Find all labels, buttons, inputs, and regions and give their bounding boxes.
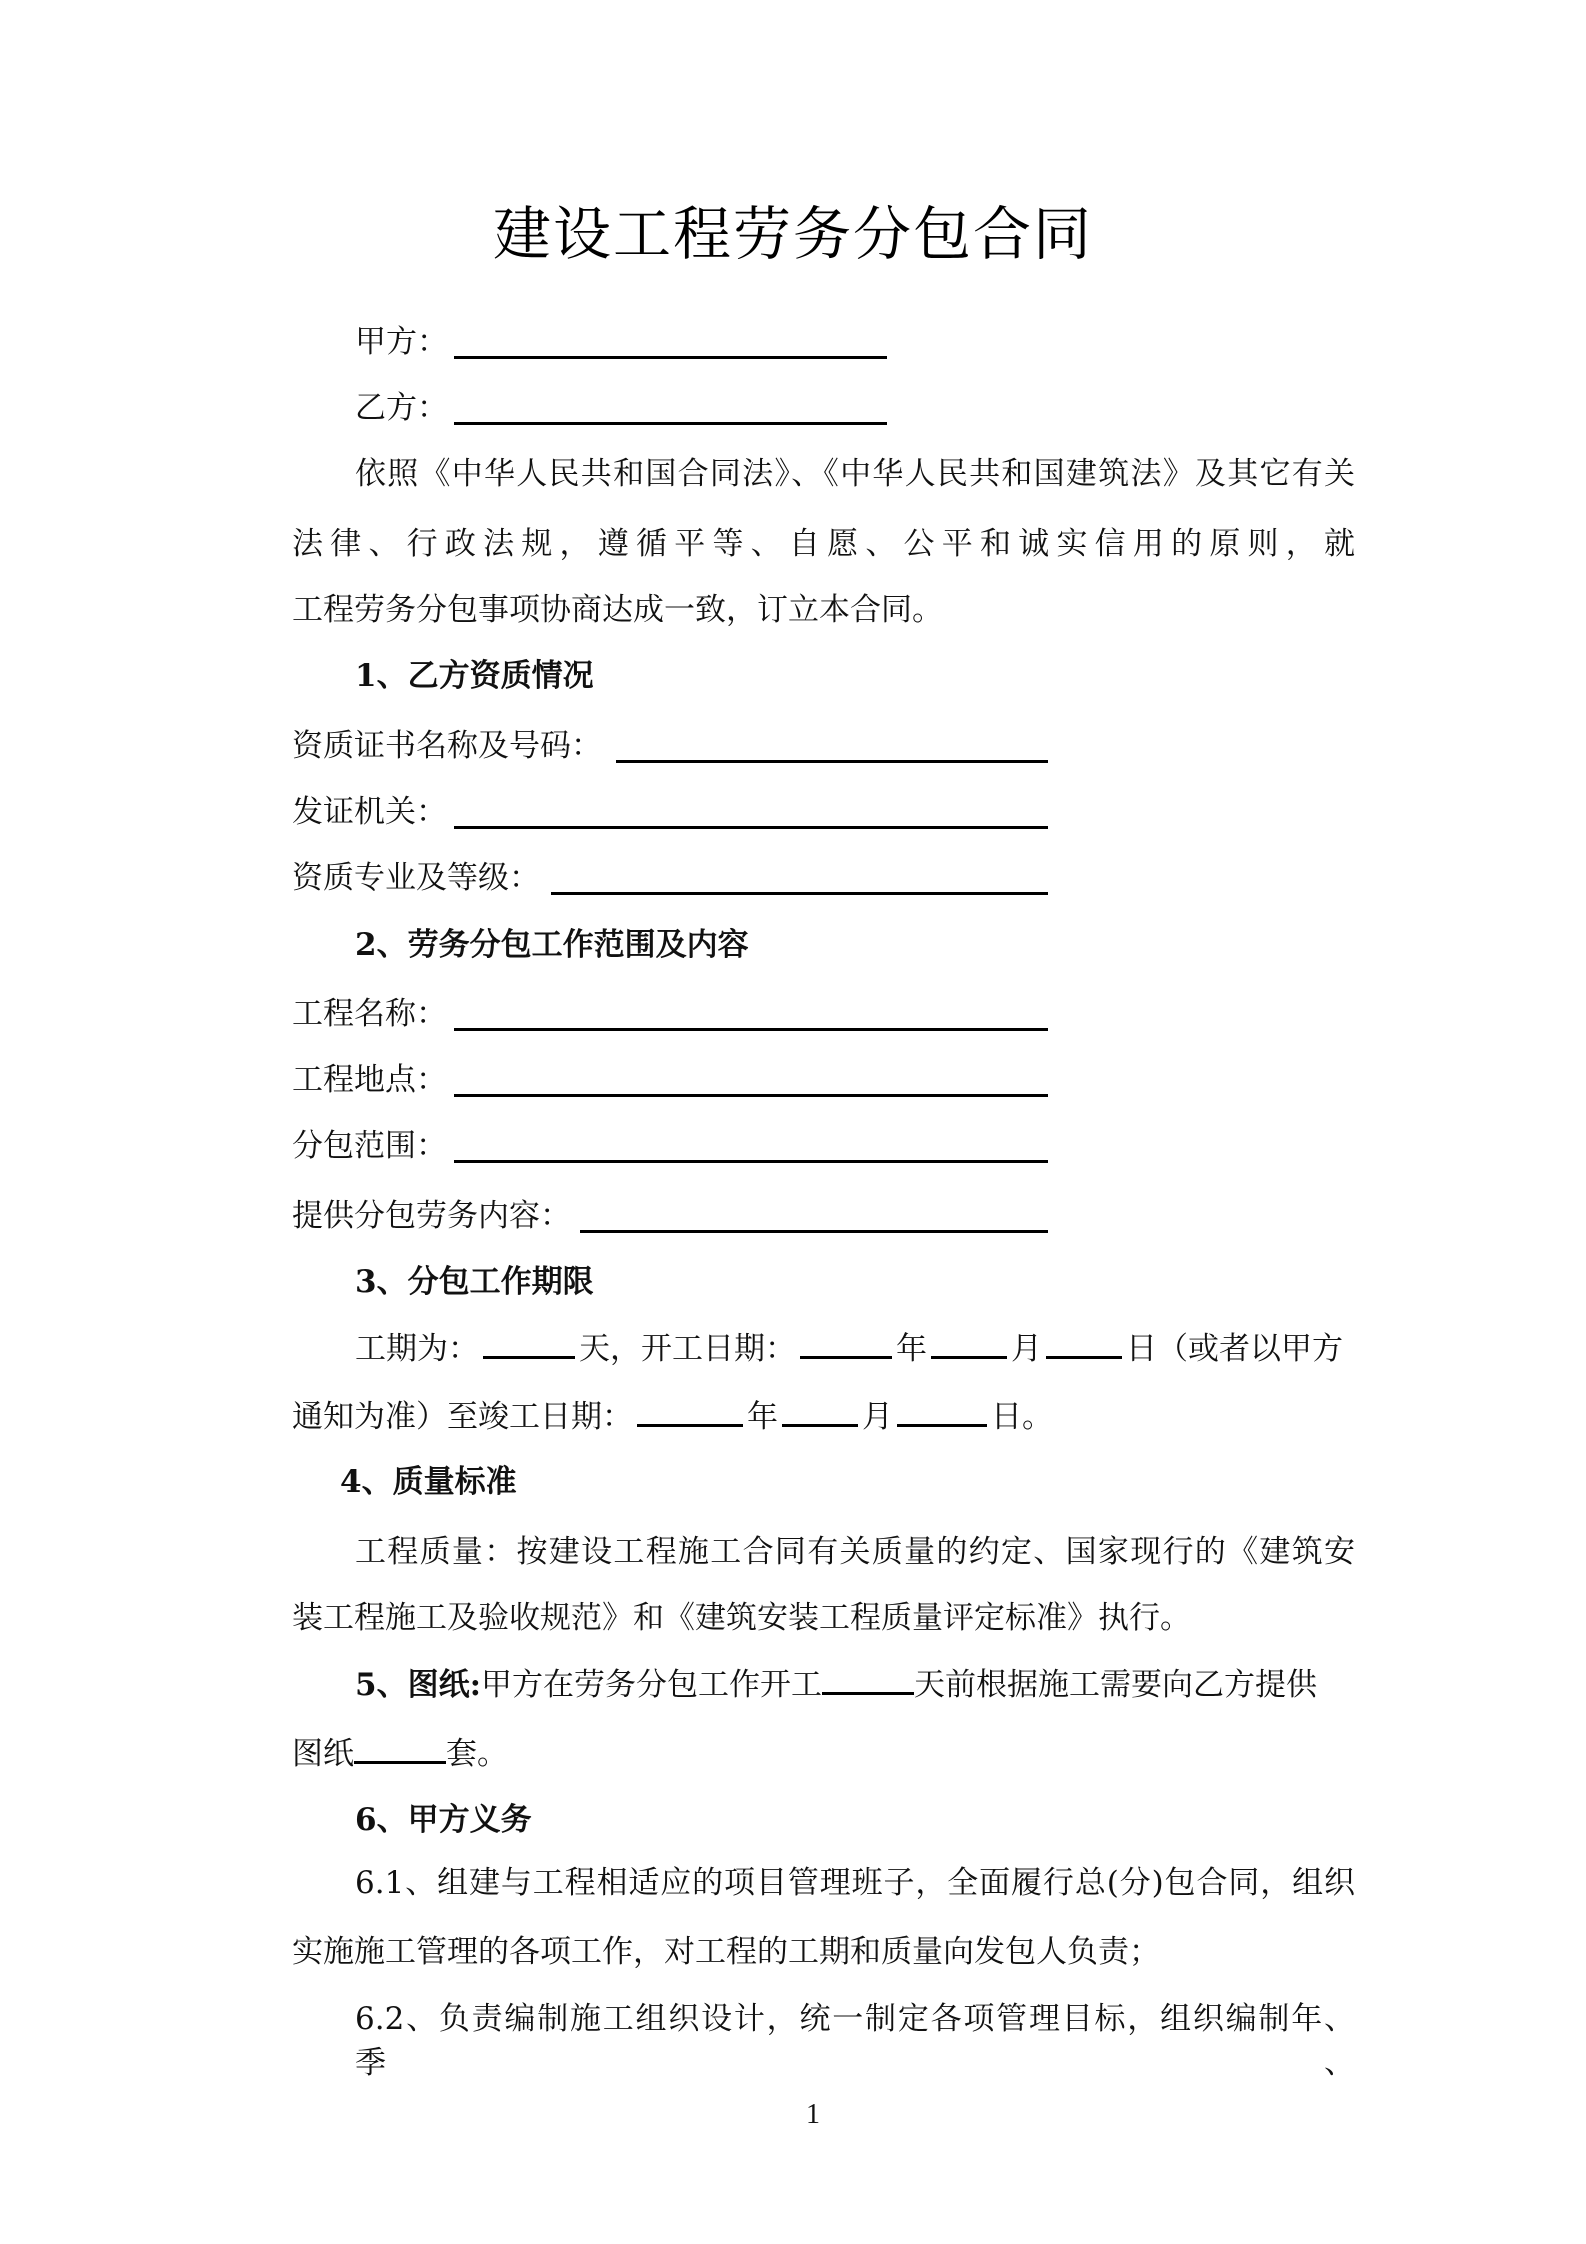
duration-label: 工期为： [355,1331,479,1367]
section-5-label: 5、图纸: [355,1667,482,1703]
section-2-heading: 2、劳务分包工作范围及内容 [355,927,749,963]
section-4-heading: 4、质量标准 [340,1464,517,1500]
project-location-label: 工程地点： [292,1062,447,1098]
qualification-level-label: 资质专业及等级： [292,860,540,896]
end-day-unit: 日。 [991,1399,1053,1435]
project-name-label: 工程名称： [292,996,447,1032]
page-number: 1 [806,2099,820,2130]
qualification-cert-label: 资质证书名称及号码： [292,728,602,764]
party-a-blank[interactable] [454,356,887,359]
start-month-blank[interactable] [931,1326,1007,1359]
preamble-line-3: 工程劳务分包事项协商达成一致，订立本合同。 [292,592,943,628]
quality-line-1: 工程质量：按建设工程施工合同有关质量的约定、国家现行的《建筑安 [355,1534,1355,1570]
project-name-blank[interactable] [454,1028,1048,1031]
start-date-label: 天，开工日期： [579,1331,796,1367]
labor-content-blank[interactable] [580,1230,1048,1233]
section-3-heading: 3、分包工作期限 [355,1264,594,1300]
subcontract-scope-blank[interactable] [454,1160,1048,1163]
start-year-unit: 年 [896,1331,927,1367]
qualification-level-blank[interactable] [551,892,1048,895]
section-1-heading: 1、乙方资质情况 [355,658,594,694]
drawings-text-b: 天前根据施工需要向乙方提供 [914,1667,1318,1703]
drawings-text-c: 图纸 [292,1736,354,1772]
quality-line-2: 装工程施工及验收规范》和《建筑安装工程质量评定标准》执行。 [292,1600,1191,1636]
subcontract-scope-label: 分包范围： [292,1128,447,1164]
start-year-blank[interactable] [800,1326,892,1359]
end-year-unit: 年 [747,1399,778,1435]
drawings-text-d: 套。 [446,1736,508,1772]
duration-days-blank[interactable] [483,1326,575,1359]
start-month-unit: 月 [1011,1331,1042,1367]
party-a-label: 甲方： [355,324,448,360]
duration-line-1 [292,1326,1355,1370]
drawings-sets-blank[interactable] [354,1731,446,1764]
drawings-text-a: 甲方在劳务分包工作开工 [481,1667,823,1703]
end-month-unit: 月 [862,1399,893,1435]
drawings-days-blank[interactable] [822,1662,914,1695]
end-day-blank[interactable] [897,1394,987,1427]
preamble-line-2: 法律、行政法规，遵循平等、自愿、公平和诚实信用的原则，就 [292,526,1355,562]
end-year-blank[interactable] [637,1394,743,1427]
project-location-blank[interactable] [454,1094,1048,1097]
drawings-line-1 [292,1662,1355,1706]
qualification-cert-blank[interactable] [616,760,1048,763]
preamble-line-1: 依照《中华人民共和国合同法》、《中华人民共和国建筑法》及其它有关 [355,456,1355,492]
section-6-heading: 6、甲方义务 [355,1802,532,1838]
start-day-unit: 日（或者以甲方 [1126,1331,1343,1367]
party-b-blank[interactable] [454,422,887,425]
completion-date-label: 通知为准）至竣工日期： [292,1399,633,1435]
obligation-6-1-line-2: 实施施工管理的各项工作，对工程的工期和质量向发包人负责； [292,1934,1160,1970]
issuing-authority-label: 发证机关： [292,794,447,830]
end-month-blank[interactable] [782,1394,858,1427]
start-day-blank[interactable] [1046,1326,1122,1359]
duration-line-2 [292,1394,1355,1438]
issuing-authority-blank[interactable] [454,826,1048,829]
drawings-line-2 [292,1731,1355,1775]
obligation-6-2-line-1: 6.2、负责编制施工组织设计，统一制定各项管理目标，组织编制年、季、 [355,2001,1355,2081]
document-title: 建设工程劳务分包合同 [492,200,1093,268]
obligation-6-1-line-1: 6.1、组建与工程相适应的项目管理班子，全面履行总(分)包合同，组织 [355,1865,1355,1901]
party-b-label: 乙方： [355,390,448,426]
labor-content-label: 提供分包劳务内容： [292,1198,571,1234]
